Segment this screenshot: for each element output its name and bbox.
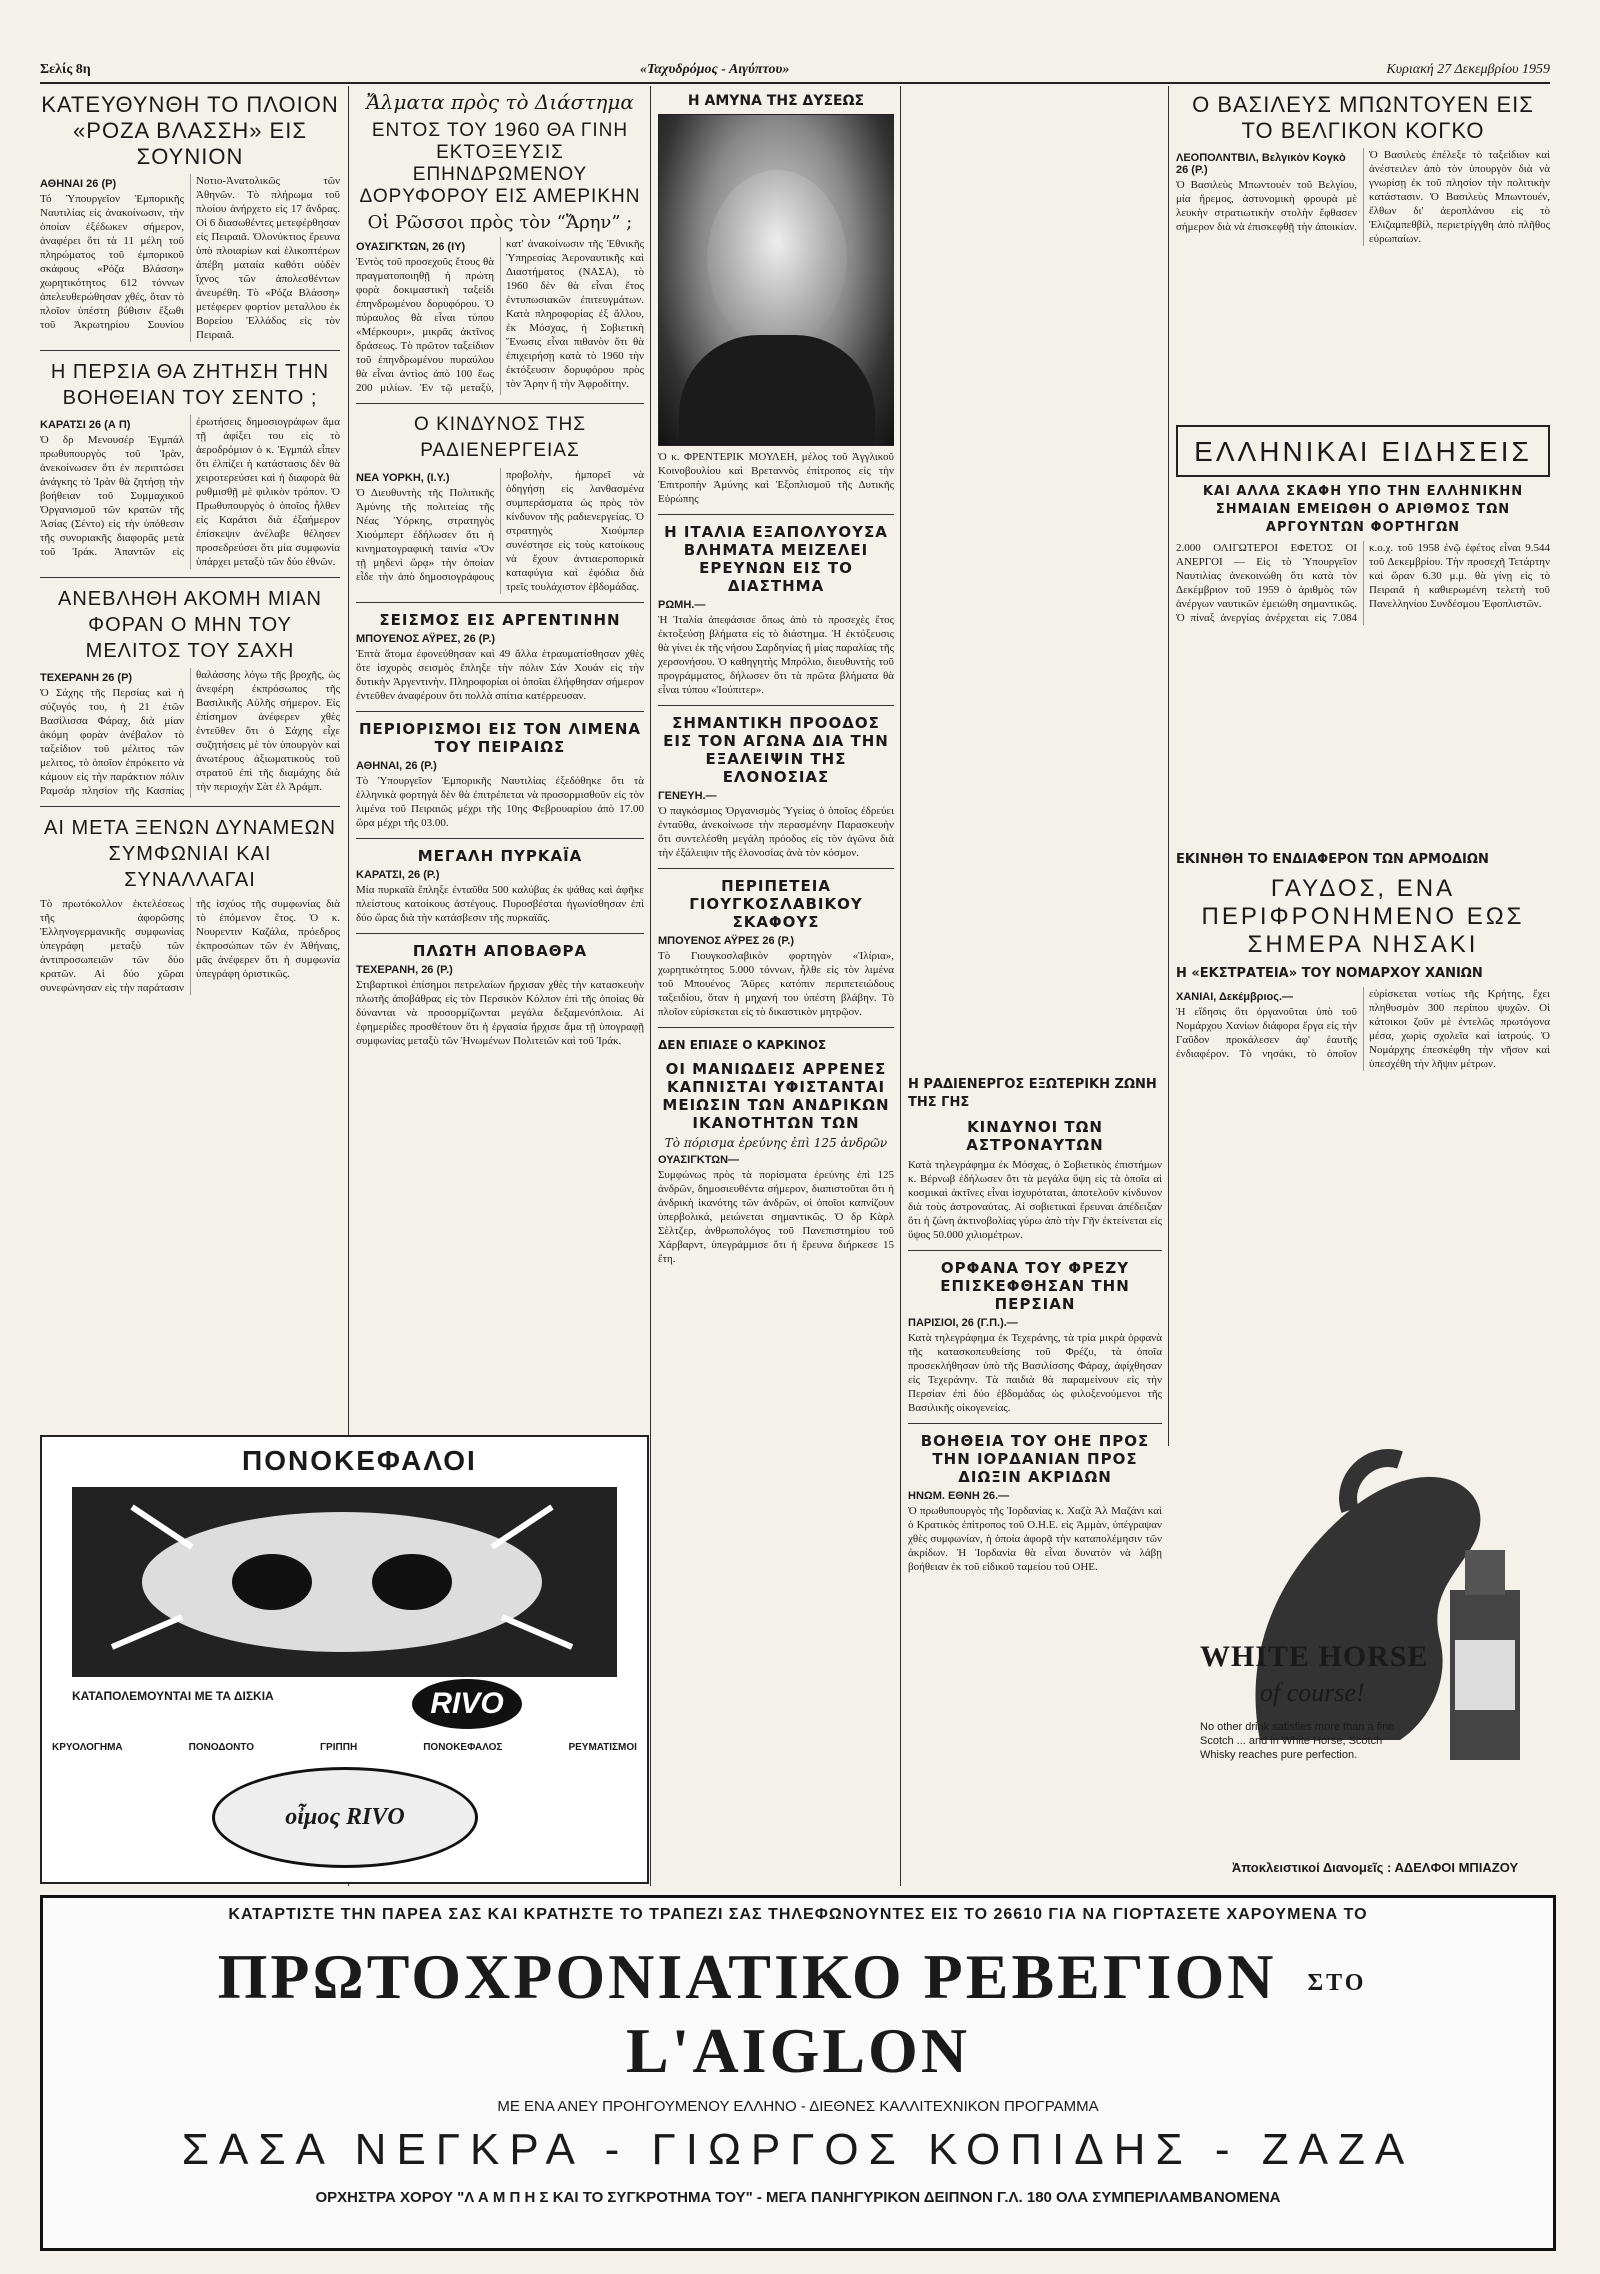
- headline-earthquake: ΣΕΙΣΜΟΣ ΕΙΣ ΑΡΓΕΝΤΙΝΗΝ: [379, 611, 621, 629]
- dateline: ΛΕΟΠΟΛΝΤΒΙΛ, Βελγικὸν Κογκὸ 26 (Ρ.): [1176, 152, 1346, 176]
- greek-news: [1176, 425, 1550, 835]
- ad-product-tin: οἶμος RIVO: [212, 1767, 478, 1868]
- article-text: Ὁ Διευθυντὴς τῆς Πολιτικῆς Ἀμύνης τῆς πολιτείας τῆς Νέας Ὑόρκης, στρατηγὸς Χιούμπερτ ἐδήλωσεν ὅτι ἡ κινηματογραφικὴ ταινία «Ὅν τῇ μηδενὶ ὥρᾳ» τὴν ὁποίαν εἶδε τὴν ἀπὸ δημοσιογράφους προβολὴν, ἠμπορεῖ νὰ ὁδηγήσῃ εἰς λανθασμένα συμπεράσματα ὡς πρὸς τὸν κίνδυνον τῆς ραδιενεργείας. Ὁ στρατηγὸς Χιούμπερ συνέστησε εἰς τοὺς κατοίκους νὰ ἔχουν ἀντιαεροπορικὰ καταφύγια καὶ ἐφόδια διὰ τρεῖς τουλάχιστον ἑβδομάδας.: [356, 469, 644, 593]
- headline-greek-news: ΕΛΛΗΝΙΚΑΙ ΕΙΔΗΣΕΙΣ: [1194, 436, 1532, 467]
- article-roza-vlassi: [40, 174, 340, 342]
- headline-yugoslav-ship: ΠΕΡΙΠΕΤΕΙΑ ΓΙΟΥΓΚΟΣΛΑΒΙΚΟΥ ΣΚΑΦΟΥΣ: [689, 877, 863, 931]
- ad-venue: L'AIGLON: [625, 2015, 971, 2086]
- headline-astronauts: ΚΙΝΔΥΝΟΙ ΤΩΝ ΑΣΤΡΟΝΑΥΤΩΝ: [966, 1118, 1104, 1154]
- divider: [40, 350, 340, 351]
- article-text: Τό Ύπουργεῖον Ἐμπορικῆς Ναυτιλίας εἰς ἀνακοίνωσιν, τὴν ὁποίαν ἐξέδωκεν σήμερον, ἀναφέρει ὅτι τὰ 11 μέλη τοῦ πληρώματος τοῦ ἐμπορικοῦ σκάφους «Ρόζα Βλάσση» χωρητικότητος 612 τόννων ἀπελευθερώθησαν χθές, ὅταν τὸ πλοῖον ὑπέστη βύθισιν ἔξωθι τοῦ Ἀκρωτηρίου Σουνίου Νοτιο-Ἀνατολικῶς τῶν Ἀθηνῶν. Τὸ πλήρωμα τοῦ πλοίου ἀνήρχετο εἰς 17 ἄνδρας. Οἱ 6 διασωθέντες μετεφέρθησαν εἰς Πειραιᾶ. Ὀλονύκτιος ἔρευνα ὑπὸ πλοιαρίων καὶ ἑλικοπτέρων ἀπέβη ματαία καθότι οὐδὲν ἴχνος τῶν ἀπολεσθέντων ἀνευρέθη. Τὸ «Ρόζα Βλάσση» μετέφερεν φορτίον μεταλλου ἐκ Βορείου Ἑλλάδος εἰς τὸν Πειραιᾶ.: [40, 175, 340, 341]
- divider: [356, 838, 644, 839]
- newspaper-name: «Ταχυδρόμος - Αιγύπτου»: [640, 62, 790, 77]
- article-text: Ἡ εἴδησις ὅτι ὀργανοῦται ὑπὸ τοῦ Νομάρχου Χανίων διάφορα ἔργα εἰς τὴν Γαῦδον προκάλεσεν ἀφ' ἑαυτῆς ἐνδιαφέρον. Τὸ νησάκι, τὸ ὁποῖον εὑρίσκεται νοτίως τῆς Κρήτης, ἔχει πληθυσμὸν 300 περίπου ψυχῶν. Οἱ κάτοικοι ζοῦν μὲ ἐντελῶς πρωτόγονα μέσα, χωρὶς σχολεῖα καὶ ἰατρούς. Ὁ Νομάρχης ἐπεσκέφθη τὴν νῆσον καὶ ὑπεσχέθη τὴν λῆψιν μέτρων.: [1176, 988, 1550, 1070]
- photo-caption: Ὁ κ. ΦΡΕΝΤΕΡΙΚ ΜΟΥΛΕΗ, μέλος τοῦ Ἀγγλικοῦ Κοινοβουλίου καὶ Βρεταννὸς ἐπίτροπος εἰς τὴν Ἐπιτροπὴν Ἀμύνης καὶ Ἐξοπλισμοῦ τῆς Δυτικῆς Εὐρώπης: [658, 451, 894, 505]
- tag: ΠΟΝΟΔΟΝΤΟ: [188, 1742, 255, 1753]
- article-text: Τὸ Γιουγκοσλαβικὸν φορτηγὸν «Ἰλίρια», χωρητικότητος 5.000 τόννων, ἦλθε εἰς τὸν λιμένα τοῦ Μπουένος Ἄϋρες κατόπιν περιπετειώδους ταξειδίου, ὅταν ἡ μηχανή του ὑπέστη βλάβην. Τὸ πλοῖον εὑρίσκεται εἰς τὸ δικαστικὸν μητρῷον.: [658, 950, 894, 1018]
- article-radiation: [356, 468, 644, 594]
- tag: ΡΕΥΜΑΤΙΣΜΟΙ: [568, 1742, 637, 1753]
- ad-event-name: ΠΡΩΤΟΧΡΟΝΙΑΤΙΚΟ ΡΕΒΕΓΙΟΝ: [217, 1941, 1277, 2012]
- greek-news-body: [1176, 541, 1550, 625]
- divider: [658, 1027, 894, 1028]
- headline-orphans: ΟΡΦΑΝΑ ΤΟΥ ΦΡΕΖΥ ΕΠΙΣΚΕΦΘΗΣΑΝ ΤΗΝ ΠΕΡΣΙΑΝ: [940, 1259, 1130, 1313]
- headline-jordan-locusts: ΒΟΗΘΕΙΑ ΤΟΥ ΟΗΕ ΠΡΟΣ ΤΗΝ ΙΟΡΔΑΝΙΑΝ ΠΡΟΣ ΔΙΩΞΙΝ ΑΚΡΙΔΩΝ: [920, 1432, 1150, 1486]
- ad-connector: ΣΤΟ: [1307, 1969, 1367, 1996]
- headline-piraeus: ΠΕΡΙΟΡΙΣΜΟΙ ΕΙΣ ΤΟΝ ΛΙΜΕΝΑ ΤΟΥ ΠΕΙΡΑΙΩΣ: [358, 720, 641, 756]
- dateline: ΜΠΟΥΕΝΟΣ ΑΫΡΕΣ 26 (Ρ.): [658, 935, 794, 947]
- divider: [40, 806, 340, 807]
- ad-call-to-action: ΚΑΤΑΡΤΙΣΤΕ ΤΗΝ ΠΑΡΕΑ ΣΑΣ ΚΑΙ ΚΡΑΤΗΣΤΕ ΤΟ ΤΡΑΠΕΖΙ ΣΑΣ ΤΗΛΕΦΩΝΟΥΝΤΕΣ ΕΙΣ ΤΟ 26610 ΓΙΑ ΝΑ ΓΙΟΡΤΑΣΕΤΕ ΧΑΡΟΥΜΕΝΑ ΤΟ: [228, 1906, 1368, 1923]
- divider: [356, 933, 644, 934]
- column-5: [908, 1070, 1162, 1890]
- ad-brand: WHITE HORSE: [1200, 1640, 1429, 1673]
- divider: [658, 705, 894, 706]
- greek-news-banner: [1176, 425, 1550, 477]
- subhead: Οἱ Ρῶσσοι πρὸς τὸν “Ἄρην” ;: [367, 212, 633, 233]
- article-text: Κατὰ τηλεγράφημα ἐκ Μόσχας, ὁ Σοβιετικὸς ἐπιστήμων κ. Βέρνωβ ἐδήλωσεν ὅτι τὰ μεγάλα ὕψη εἰς τὰ ὁποῖα αἱ κοσμικαὶ ἀκτῖνες εἶναι ἰσχυρόταται, ἀποτελοῦν κίνδυνον διὰ τοὺς ἀστροναύτας. Αἱ σοβιετικαὶ ἔρευναι ἀπέδειξαν ὅτι ἡ ζώνη ἀκτινοβολίας γύρω ἀπὸ τὴν Γῆν ἐκτείνεται εἰς ὕψος 50.000 χιλιομέτρων.: [908, 1159, 1162, 1241]
- article-text: Ὁ Βασιλεὺς Μπωντουὲν τοῦ Βελγίου, μία ἥρεμος, ἀστυνομικὴ φρουρὰ μὲ λευκὴν στρατιωτικὴν στολὴν ἔφθασεν σήμερον διὰ νὰ ἐπισκεφθῇ τὴν ἀποικίαν. Ὁ Βασιλεὺς ἐπέλεξε τὸ ταξείδιον καὶ ἀνέστειλεν ἀπὸ τὸν ὑπουργὸν διὰ νὰ γνωρίσῃ ἐκ τοῦ πλησίον τὴν πολιτικὴν κατάστασιν. Ὁ Βασιλεὺς Μπωντουέν, ἔλθων δι' ἀεροπλάνου εἰς τὸ Ἐλιζαμπεθβίλ, περιετρίγγθη ἀπὸ πλῆθος εὐρωπαίων.: [1176, 149, 1550, 245]
- divider: [356, 711, 644, 712]
- article-text: Ὁ δρ Μενουσέρ Ἐγμπάλ πρωθυπουργὸς τοῦ Ἰρὰν, ἀνεκοίνωσεν ὅτι ἐν περιπτώσει ἀνάγκης τὸ Ἰρὰν θὰ ζητήσῃ τὴν βοήθειαν τοῦ Συμμαχικοῦ Ὀργανισμοῦ τῶν κρατῶν τῆς Ἀσίας (Σέντο) εἰς τὴν ὑπόθεσιν τῆς συνοριακῆς διαφορᾶς μετὰ τοῦ Ἰράκ. Ἀπαντῶν εἰς ἐρωτήσεις δημοσιογράφων ἅμα τῇ ἀφίξει του εἰς τὸ ἀεροδρόμιον ὁ κ. Ἐγμπάλ εἶπεν ὅτι ἐλπίζει ἡ κατάστασις δὲν θὰ χειροτερεύσει καὶ ἡ διαφορὰ θὰ ρυθμισθῇ μὲ φιλικὸν τρόπον. Ὁ Πρωθυπουργὸς ὁ ὁποῖος ἦλθεν εἰς Καράτσι διὰ ἐξαήμερον ἐπίσκεψιν ἀνέλαβε θέλησεν προσεδρεύσει ὅτι μία συμφωνία ὑπάρχει μεταξὺ τῶν δύο ἐθνῶν.: [40, 416, 340, 568]
- ad-tagline: of course!: [1260, 1678, 1365, 1707]
- headline-floating-dock: ΠΛΩΤΗ ΑΠΟΒΑΘΡΑ: [412, 942, 588, 960]
- dateline: ΟΥΑΣΙΓΚΤΩΝ, 26 (ΙΥ): [356, 241, 466, 253]
- article-gavdos: [1176, 845, 1550, 1365]
- article-text: Ἐντὸς τοῦ προσεχοῦς ἔτους θὰ πραγματοποιηθῇ ἡ πρώτη φορὰ δοκιμαστικὴ ταξείδι ἐπηνδρωμένου δορυφόρου. Ὁ πύραυλος θὰ εἶναι τύπου «Μέρκουρι», μικρᾶς ἀκτῖνος δράσεως. Τὸ πρῶτον ταξείδιον τοῦ ἐπηνδρωμένου πυραύλου θὰ εἶναι ἀντὶος ἀπὸ 100 ἕως 200 μιλίων. Ἐν τῷ μεταξὺ, κατ' ἀνακοίνωσιν τῆς Ἐθνικῆς Ὑπηρεσίας Ἀεροναυτικῆς καὶ Διαστήματος (ΝΑΣΑ), τὸ 1960 δὲν θὰ εἶναι ἔτος ἐντυπωσιακῶν ἐπιτευγμάτων. Κατὰ πληροφορίας ἐξ ἄλλου, ἐκ Μόσχας, ἡ Σοβιετικὴ Ἕνωσις εἶναι πιθανὸν ὅτι θὰ ἐπιχειρήσῃ κατὰ τὸ 1960 τὴν ἐκτόξευσιν δορυφόρου πρὸς τὸν Ἄρην ἢ τὴν Ἀφροδίτην.: [356, 238, 644, 394]
- article-space-launch: [356, 237, 644, 395]
- article-text: Συμφώνως πρὸς τὰ πορίσματα ἐρεύνης ἐπὶ 125 ἀνδρῶν, δημοσιευθέντα σήμερον, διαπιστοῦται ὅτι ἡ ἀνδρικὴ ἱκανότης τῶν ἀνδρῶν, οἱ ὁποῖοι καπνίζουν ὑπερβολικά, μειώνεται σημαντικῶς. Ὁ δρ Κὰρλ Σὲλτζερ, ἀνθρωπολόγος τοῦ Πανεπιστημίου τοῦ Χάρβαρντ, ὑπεγράμμισε ὅτι ἡ ἔρευνα διήρκεσε 15 ἔτη.: [658, 1169, 894, 1265]
- headline-italy-missiles: Η ΙΤΑΛΙΑ ΕΞΑΠΟΛΥΟΥΣΑ ΒΛΗΜΑΤΑ ΜΕΙΖΕΛΕΙ ΕΡΕΥΝΩΝ ΕΙΣ ΤΟ ΔΙΑΣΤΗΜΑ: [664, 523, 888, 595]
- headline-fire: ΜΕΓΑΛΗ ΠΥΡΚΑΪΑ: [417, 847, 583, 865]
- dateline: ΚΑΡΑΤΣΙ, 26 (Ρ.): [356, 869, 440, 881]
- page-number: Σελίς 8η: [40, 62, 91, 77]
- subhead: ΔΕΝ ΕΠΙΑΣΕ Ο ΚΑΡΚΙΝΟΣ: [658, 1038, 827, 1052]
- article-baudouin-body: [1176, 148, 1550, 246]
- article-text: Ὁ παγκόσμιος Ὀργανισμὸς Ὑγείας ὁ ὁποῖος ἐδρεύει ἐνταῦθα, ἀνεκοίνωσε τὴν περασμένην Παρασκευὴν ὅτι συντελέσθη μεγάλη πρόοδος εἰς τὸν ἀγῶνα διὰ τὴν ἐξάλειψιν τῆς ἑλονοσίας ἀνὰ τὸν κόσμον.: [658, 805, 894, 859]
- divider: [908, 1423, 1162, 1424]
- headline-baudouin: Ο ΒΑΣΙΛΕΥΣ ΜΠΩΝΤΟΥΕΝ ΕΙΣ ΤΟ ΒΕΛΓΙΚΟΝ ΚΟΓΚΟ: [1192, 92, 1534, 143]
- article-shah-honeymoon: [40, 668, 340, 798]
- tag: ΚΡΥΟΛΟΓΗΜΑ: [52, 1742, 123, 1753]
- ad-headline: ΠΟΝΟΚΕΦΑΛΟΙ: [242, 1445, 477, 1476]
- dateline: ΧΑΝΙΑΙ, Δεκέμβριος.—: [1176, 991, 1294, 1003]
- article-text: Κατὰ τηλεγράφημα ἐκ Τεχεράνης, τὰ τρία μικρὰ ὀρφανὰ τῆς κατασκοπευθείσης τοῦ Φρέζυ, τὰ ὁποῖα προσεκλήθησαν ὑπὸ τῆς Βασιλίσσης Φάραχ, ἀφίχθησαν εἰς Τεχεράνην. Τὰ παιδιὰ θὰ παραμείνουν εἰς τὴν Περσίαν ἐπὶ δύο ἑβδομάδας ὡς φιλοξενούμενοι τῆς Βασιλικῆς οἰκογενείας.: [908, 1332, 1162, 1414]
- divider: [908, 1250, 1162, 1251]
- ad-illustration: [72, 1487, 617, 1677]
- dateline: ΟΥΑΣΙΓΚΤΩΝ—: [658, 1154, 740, 1166]
- subhead: ΚΑΙ ΑΛΛΑ ΣΚΑΦΗ ΥΠΟ ΤΗΝ ΕΛΛΗΝΙΚΗΝ ΣΗΜΑΙΑΝ ΕΜΕΙΩΘΗ Ο ΑΡΙΘΜΟΣ ΤΩΝ ΑΡΓΟΥΝΤΩΝ ΦΟΡΤΗΓΩΝ: [1202, 484, 1524, 535]
- photo-kicker: Η ΑΜΥΝΑ ΤΗΣ ΔΥΣΕΩΣ: [687, 93, 865, 109]
- divider: [356, 602, 644, 603]
- subhead: Η ΡΑΔΙΕΝΕΡΓΟΣ ΕΞΩΤΕΡΙΚΗ ΖΩΝΗ ΤΗΣ ΓΗΣ: [908, 1077, 1157, 1110]
- headline-foreign-agreements: ΑΙ ΜΕΤΑ ΞΕΝΩΝ ΔΥΝΑΜΕΩΝ ΣΥΜΦΩΝΙΑΙ ΚΑΙ ΣΥΝΑΛΛΑΓΑΙ: [44, 817, 336, 891]
- subhead: Η «ΕΚΣΤΡΑΤΕΙΑ» ΤΟΥ ΝΟΜΑΡΧΟΥ ΧΑΝΙΩΝ: [1176, 966, 1483, 981]
- ad-white-horse: [1200, 1440, 1550, 1880]
- ad-symptom-tags: [52, 1742, 637, 1753]
- article-text: Ὁ πρωθυπουργὸς τῆς Ἰορδανίας κ. Χαζὰ Ἀλ Μαζάνι καὶ ὁ Κρατικὸς ἐπίτροπος τοῦ Ο.Η.Ε. εἰς Ἀμμὰν, ὑπέγραψαν χθὲς συμφωνίαν, ἡ ὁποία ἀφορᾷ τὴν καταπολέμησιν τῶν ἀκρίδων. Ἡ Ἰορδανία θὰ εἶναι δυνατὸν νὰ λάβῃ βοήθειαν ἐκ τοῦ εἰδικοῦ ταμείου τοῦ ΟΗΕ.: [908, 1505, 1162, 1573]
- headline-persia-cento: Η ΠΕΡΣΙΑ ΘΑ ΖΗΤΗΣΗ ΤΗΝ ΒΟΗΘΕΙΑΝ ΤΟΥ ΣΕΝΤΟ ;: [50, 361, 330, 409]
- dateline: ΠΑΡΙΣΙΟΙ, 26 (Γ.Π.).—: [908, 1317, 1018, 1329]
- issue-date: Κυριακή 27 Δεκεμβρίου 1959: [1386, 62, 1550, 77]
- headline-gavdos: ΓΑΥΔΟΣ, ΕΝΑ ΠΕΡΙΦΡΟΝΗΜΕΝΟ ΕΩΣ ΣΗΜΕΡΑ ΝΗΣΑΚΙ: [1201, 875, 1525, 958]
- column-3: [658, 86, 894, 1886]
- ad-laiglon-reveillon: [40, 1895, 1556, 2251]
- article-text: Στιβαρτικοὶ ἐπίσημοι πετρελαίων ἤρχισαν χθὲς τὴν κατασκευὴν πλωτῆς ἀποβάθρας εἰς τὸν Περσικὸν Κόλπον ἐπὶ τῆς ὁποίας θὰ δύνανται νὰ προσορμίζωνται μεγάλα δεξαμενόπλοια. Αἱ ἐφημερίδες προσθέτουν ὅτι ἡ ἐργασία ἤρχισε ἅμα τῇ ὑπογραφῇ συμφωνίας μεταξὺ τῶν Ἡνωμένων Πολιτειῶν καὶ τοῦ Ἰράκ.: [356, 979, 644, 1047]
- dateline: ΑΘΗΝΑΙ, 26 (Ρ.): [356, 760, 437, 772]
- portrait-face: [707, 170, 847, 350]
- divider: [658, 514, 894, 515]
- divider: [658, 868, 894, 869]
- headline-malaria: ΣΗΜΑΝΤΙΚΗ ΠΡΟΟΔΟΣ ΕΙΣ ΤΟΝ ΑΓΩΝΑ ΔΙΑ ΤΗΝ ΕΞΑΛΕΙΨΙΝ ΤΗΣ ΕΛΟΝΟΣΙΑΣ: [663, 714, 889, 786]
- article-gavdos-body: [1176, 987, 1550, 1071]
- ad-distributor: Ἀποκλειστικοί Διανομεῖς : ΑΔΕΛΦΟΙ ΜΠΙΑΖΟΥ: [1231, 1860, 1519, 1875]
- headline-smokers: ΟΙ ΜΑΝΙΩΔΕΙΣ ΑΡΡΕΝΕΣ ΚΑΠΝΙΣΤΑΙ ΥΦΙΣΤΑΝΤΑΙ ΜΕΙΩΣΙΝ ΤΩΝ ΑΝΔΡΙΚΩΝ ΙΚΑΝΟΤΗΤΩΝ ΤΩΝ: [662, 1060, 890, 1132]
- dateline: ΤΕΧΕΡΑΝΗ 26 (Ρ): [40, 672, 133, 684]
- ad-brand-logo: RIVO: [412, 1679, 522, 1729]
- note: Τὸ πόρισμα ἐρεύνης ἐπὶ 125 ἀνδρῶν: [664, 1136, 888, 1150]
- portrait-photo: [658, 114, 894, 446]
- article-foreign-agreements: [40, 897, 340, 995]
- dateline: ΡΩΜΗ.—: [658, 599, 706, 611]
- ad-orchestra-dinner: ΟΡΧΗΣΤΡΑ ΧΟΡΟΥ "Λ Α Μ Π Η Σ ΚΑΙ ΤΟ ΣΥΓΚΡΟΤΗΜΑ ΤΟΥ" - ΜΕΓΑ ΠΑΝΗΓΥΡΙΚΟΝ ΔΕΙΠΝΟΝ Γ.Λ. 180 ΟΛΑ ΣΥΜΠΕΡΙΛΑΜΒΑΝΟΜΕΝΑ: [315, 2189, 1281, 2206]
- column-rule: [900, 86, 901, 1886]
- headline-shah-honeymoon: ΑΝΕΒΛΗΘΗ ΑΚΟΜΗ ΜΙΑΝ ΦΟΡΑΝ Ο ΜΗΝ ΤΟΥ ΜΕΛΙΤΟΣ ΤΟΥ ΣΑΧΗ: [58, 588, 322, 662]
- dateline: ΚΑΡΑΤΣΙ 26 (Α Π): [40, 419, 131, 431]
- article-persia-cento: [40, 415, 340, 569]
- masthead-bar: [40, 60, 1550, 84]
- dateline: ΗΝΩΜ. ΕΘΝΗ 26.—: [908, 1490, 1010, 1502]
- kicker: ΕΚΙΝΗΘΗ ΤΟ ΕΝΔΙΑΦΕΡΟΝ ΤΩΝ ΑΡΜΟΔΙΩΝ: [1176, 852, 1489, 867]
- article-text: Ἐπτὰ ἄτομα ἐφονεύθησαν καὶ 49 ἄλλα ἐτραυματίσθησαν χθὲς ὅτε ἰσχυρὸς σεισμὸς ἔπληξε τὴν πόλιν Σάν Χουάν εἰς τὴν δυτικὴν Ἀργεντινὴν. Πληροφορίαι οἱ ὁποῖαι ἐλήφθησαν σήμερον ἐντεῦθεν ἀναφέρουν ὅτι πολλὰ σπίτια κατέρρευσαν.: [356, 648, 644, 702]
- ad-performers: ΣΑΣΑ ΝΕΓΚΡΑ - ΓΙΩΡΓΟΣ ΚΟΠΙΔΗΣ - ΖΑΖΑ: [181, 2125, 1415, 2174]
- divider: [356, 403, 644, 404]
- ad-program-note: ΜΕ ΕΝΑ ΑΝΕΥ ΠΡΟΗΓΟΥΜΕΝΟΥ ΕΛΛΗΝΟ - ΔΙΕΘΝΕΣ ΚΑΛΛΙΤΕΧΝΙΚΟΝ ΠΡΟΓΡΑΜΜΑ: [497, 2098, 1099, 2115]
- portrait-suit: [679, 335, 875, 445]
- headline-radiation: Ο ΚΙΝΔΥΝΟΣ ΤΗΣ ΡΑΔΙΕΝΕΡΓΕΙΑΣ: [414, 414, 586, 461]
- article-text: Τὸ πρωτόκολλον ἐκτελέσεως τῆς ἀφορῶσης Ἑλληνογερμανικῆς συμφωνίας ὑπεγράφη μεταξὺ τῶν ἀντιπροσωπειῶν τῶν δύο κρατῶν. Αἱ δύο χῶραι συνεφώνησαν εἰς τὴν παράτασιν τῆς ἰσχύος τῆς συμφωνίας διὰ τὸ ἑπόμενον ἔτος. Ὁ κ. Νουρεντιν Καζάλα, πρόεδρος ἐκπροσώπων τῶν ἐν Ἀθήναις, μᾶς ἀνέφερεν ὅτι ἡ συμφωνία ὑπεγράφη ὁριστικῶς.: [40, 898, 340, 994]
- ad-subline: ΚΑΤΑΠΟΛΕΜΟΥΝΤΑΙ ΜΕ ΤΑ ΔΙΣΚΙΑ: [72, 1689, 274, 1703]
- column-rule: [650, 86, 651, 1886]
- article-text: Ὁ Σάχης τῆς Περσίας καὶ ἡ σύζυγός του, ἡ 21 ἐτῶν Βασίλισσα Φάραχ, διὰ μίαν ἀκόμη φορὰν ἀνέβαλον τὸ ταξείδιον τοῦ μέλιτος τῶν μελιτος, τὸ ὁποῖον ἐπρόκειτο νὰ κάμουν εἰς τὴν παράκτιον πόλιν Ραμσάρ πλησίον τῆς Κασπίας θαλάσσης λόγω τῆς βροχῆς, ὡς ἀνεφέρη ἐκπρόσωπος τῆς Βασιλικῆς Αὐλῆς σήμερον. Εἰς ἐπίσημον ἀνέφερεν χθὲς ἐντεῦθεν ὅτι ὁ Σάχης εἶχε συζητήσεις μὲ τὸν ὑπουργὸν καὶ ἀνωτέρους ἀξιωματικοὺς τοῦ στρατοῦ ἐπὶ τῆς διαμάχης διὰ τὴν περιοχὴν Σὰτ ἐλ Ἀράμπ.: [40, 669, 340, 797]
- article-text: 2.000 ΟΛΙΓΩΤΕΡΟΙ ΕΦΕΤΟΣ ΟΙ ΑΝΕΡΓΟΙ — Εἰς τὸ Ὑπουργεῖον Ναυτιλίας ἀνεκοινώθη ὅτι κατὰ τὸν Δεκέμβριον τοῦ 1959 ὁ ἀριθμὸς τῶν ἀνέργων ναυτικῶν ἐμειώθη σημαντικῶς. Ὁ πίναξ ἀνεργίας ἀνέρχεται εἰς 7.084 κ.ο.χ. τοῦ 1958 ἐνῷ ἐφέτος εἶναι 9.544 τοῦ Δεκεμβρίου. Τὴν προσεχῆ Τετάρτην καὶ ὥραν 6.30 μ.μ. θὰ γίνῃ εἰς τὸ Πειραιᾶ ἡ καθιερωμένη τελετὴ τοῦ Πανελληνίου Συνδέσμου Ἐφοπλιστῶν.: [1176, 542, 1550, 624]
- tag: ΠΟΝΟΚΕΦΑΛΟΣ: [423, 1742, 503, 1753]
- ad-headline: [43, 1940, 1553, 2088]
- ad-rivo-headache: [40, 1435, 649, 1884]
- headline-space-launch: ΕΝΤΟΣ ΤΟΥ 1960 ΘΑ ΓΙΝΗ ΕΚΤΟΞΕΥΣΙΣ ΕΠΗΝΔΡΩΜΕΝΟΥ ΔΟΡΥΦΟΡΟΥ ΕΙΣ ΑΜΕΡΙΚΗΝ: [359, 120, 641, 207]
- ad-copy: No other drink satisfies more than a fine Scotch ... and in White Horse, Scotch Whisky reaches pure perfection.: [1200, 1721, 1395, 1761]
- article-text: Τὸ Ὑπουργεῖον Ἐμπορικῆς Ναυτιλίας ἐξεδόθηκε ὅτι τὰ ἑλληνικὰ φορτηγὰ δὲν θὰ ἐπιτρέπεται νὰ προσορμισθοῦν εἰς τὸν λιμένα τοῦ Πειραιῶς μέχρι τῆς 10ης Φεβρουαρίου ἀπὸ 17.00 ὥρα μέχρι τῆς 03.00.: [356, 775, 644, 829]
- kicker: Ἄλματα πρὸς τὸ Διάστημα: [366, 90, 634, 114]
- dateline: ΑΘΗΝΑΙ 26 (Ρ): [40, 178, 117, 190]
- article-text: Μία πυρκαϊὰ ἔπληξε ἐνταῦθα 500 καλύβας ἐκ ψάθας καὶ ἀφῆκε πλείστους κατοίκους ἀστέγους. Πυροσβέσται ἠγωνίσθησαν ἐπὶ δύο ὥρας διὰ τὴν κατάσβεσιν τῆς πυρκαϊᾶς.: [356, 884, 644, 924]
- dateline: ΜΠΟΥΕΝΟΣ ΑΫΡΕΣ, 26 (Ρ.): [356, 633, 496, 645]
- article-text: Ἡ Ἰταλία ἀπεφάσισε ὅπως ἀπὸ τὸ προσεχὲς ἔτος ἐκτοξεύσῃ βλήματα εἰς τὸ διάστημα. Ἡ ἐκτόξευσις θὰ γίνει ἐκ τῆς νήσου Σαρδηνίας ἢ μίας παραλίας τῆς χερσονήσου. Ὁ καθηγητὴς Μπρόλιο, διευθυντὴς τοῦ προγράμματος, δήλωσεν ὅτι τὰ πρῶτα βλήματα θὰ εἶναι τύπου «Ἰούπιτερ».: [658, 614, 894, 696]
- dateline: ΓΕΝΕΥΗ.—: [658, 790, 717, 802]
- column-2: [356, 86, 644, 1426]
- tag: ΓΡΙΠΠΗ: [320, 1742, 358, 1753]
- dateline: ΝΕΑ ΥΟΡΚΗ, (Ι.Υ.): [356, 472, 450, 484]
- divider: [40, 577, 340, 578]
- headline-roza-vlassi: ΚΑΤΕΥΘΥΝΘΗ ΤΟ ΠΛΟΙΟΝ «ΡΟΖΑ ΒΛΑΣΣΗ» ΕΙΣ ΣΟΥΝΙΟΝ: [41, 92, 339, 169]
- dateline: ΤΕΧΕΡΑΝΗ, 26 (Ρ.): [356, 964, 453, 976]
